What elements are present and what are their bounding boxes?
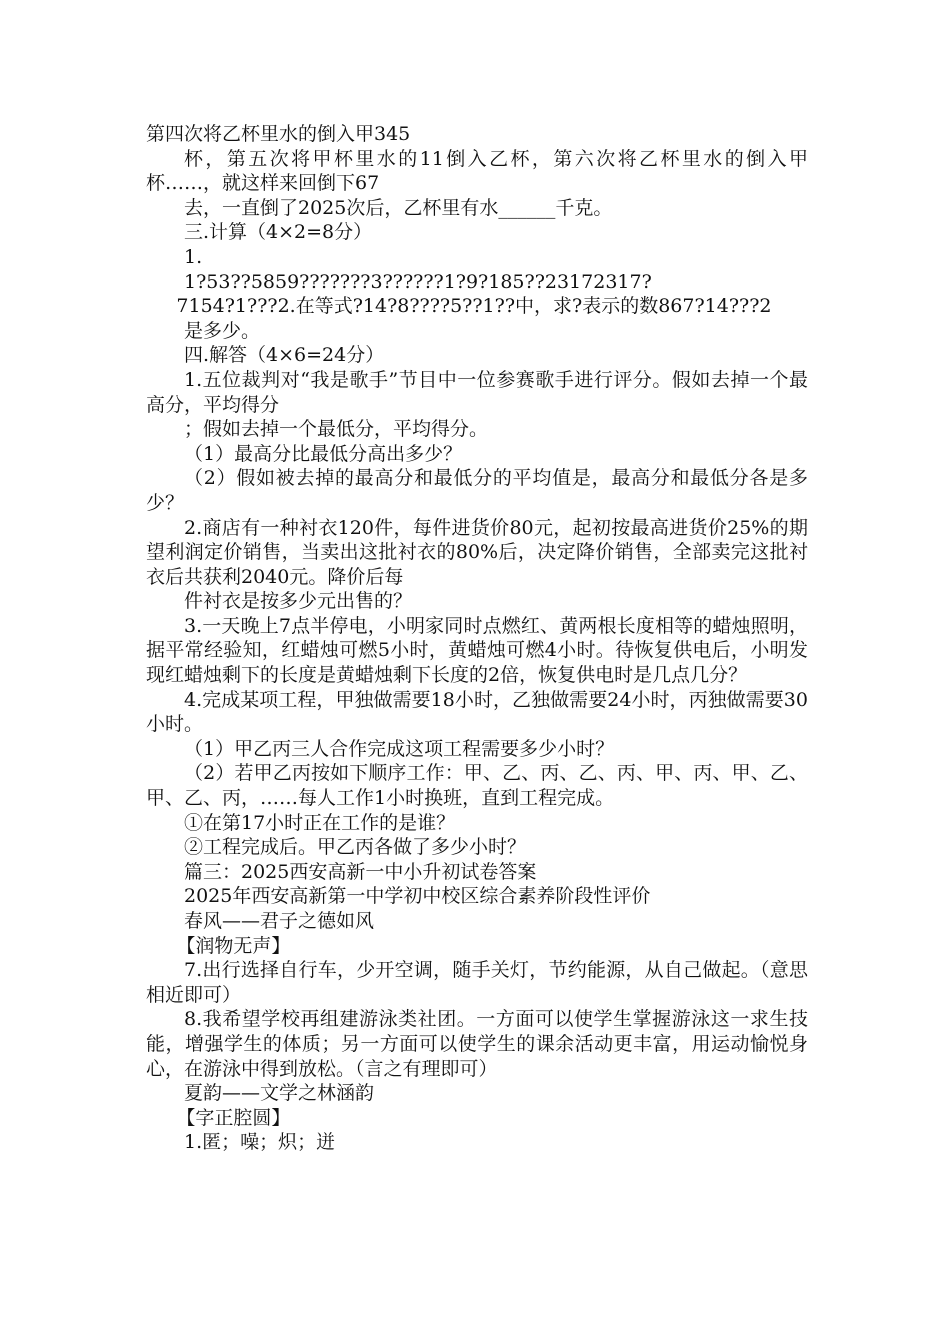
sub-question: （2）若甲乙丙按如下顺序工作：甲、乙、丙、乙、丙、甲、丙、甲、乙、甲、乙、丙，……每人工作1小时换班，直到工程完成。 (146, 762, 808, 810)
section-heading: 春风——君子之德如风 (184, 910, 375, 932)
section-heading: 三.计算（4×2=8分） (184, 221, 373, 244)
text-line: 1?53??5859???????3??????1?9?185??23172317? (184, 270, 652, 293)
answer-text: 1.匿；噪；炽；迸 (184, 1131, 336, 1154)
text-line: 7154?1???2.在等式?14?8????5??1??中，求?表示的数867?14???2 (176, 295, 772, 318)
sub-question: ①在第17小时正在工作的是谁？ (184, 811, 456, 834)
text-line: 1. (184, 245, 203, 268)
question-text: 2.商店有一种衬衣120件，每件进货价80元，起初按最高进货价25%的期望利润定价销售，当卖出这批衬衣的80%后，决定降价销售，全部卖完这批衬衣后共获利2040元。降价后每 (146, 516, 808, 588)
question-text: 3.一天晚上7点半停电，小明家同时点燃红、黄两根长度相等的蜡烛照明，据平常经验知，红蜡烛可燃5小时，黄蜡烛可燃4小时。待恢复供电后，小明发现红蜡烛剩下的长度是黄蜡烛剩下长度的2倍，恢复供电时是几点几分？ (146, 614, 808, 687)
document-title: 2025年西安高新第一中学初中校区综合素养阶段性评价 (184, 885, 651, 908)
question-text: 4.完成某项工程，甲独做需要18小时，乙独做需要24小时，丙独做需要30小时。 (146, 688, 808, 736)
section-heading: 四.解答（4×6=24分） (184, 344, 385, 367)
answer-text: 8.我希望学校再组建游泳类社团。一方面可以使学生掌握游泳这一求生技能，增强学生的体质；另一方面可以使学生的课余活动更丰富，用运动愉悦身心，在游泳中得到放松。（言之有理即可） (146, 1008, 808, 1080)
text-line: 杯，第五次将甲杯里水的11倒入乙杯，第六次将乙杯里水的倒入甲杯……，就这样来回倒下67 (146, 147, 808, 195)
sub-question: ②工程完成后。甲乙丙各做了多少小时？ (184, 836, 527, 859)
text-line: 去，一直倒了2025次后，乙杯里有水______千克。 (184, 196, 613, 219)
section-heading: 【润物无声】 (176, 934, 291, 957)
section-heading: 夏韵——文学之林涵韵 (184, 1082, 375, 1105)
sub-question: （2）假如被去掉的最高分和最低分的平均值是，最高分和最低分各是多少？ (146, 467, 808, 514)
question-text: 件衬衣是按多少元出售的？ (184, 590, 413, 613)
text-line: 第四次将乙杯里水的倒入甲345 (146, 123, 411, 145)
answer-text: 7.出行选择自行车，少开空调，随手关灯，节约能源，从自己做起。（意思相近即可） (146, 959, 808, 1006)
text-line: 是多少。 (184, 319, 261, 342)
sub-question: （1）最高分比最低分高出多少？ (184, 442, 463, 465)
document-body (146, 122, 808, 1155)
question-text: 1.五位裁判对“我是歌手”节目中一位参赛歌手进行评分。假如去掉一个最高分，平均得分 (146, 368, 808, 416)
question-text: ；假如去掉一个最低分，平均得分。 (184, 418, 489, 441)
section-heading: 【字正腔圆】 (176, 1106, 291, 1129)
section-heading: 篇三：2025西安高新一中小升初试卷答案 (184, 860, 537, 883)
sub-question: （1）甲乙丙三人合作完成这项工程需要多少小时？ (184, 737, 615, 760)
